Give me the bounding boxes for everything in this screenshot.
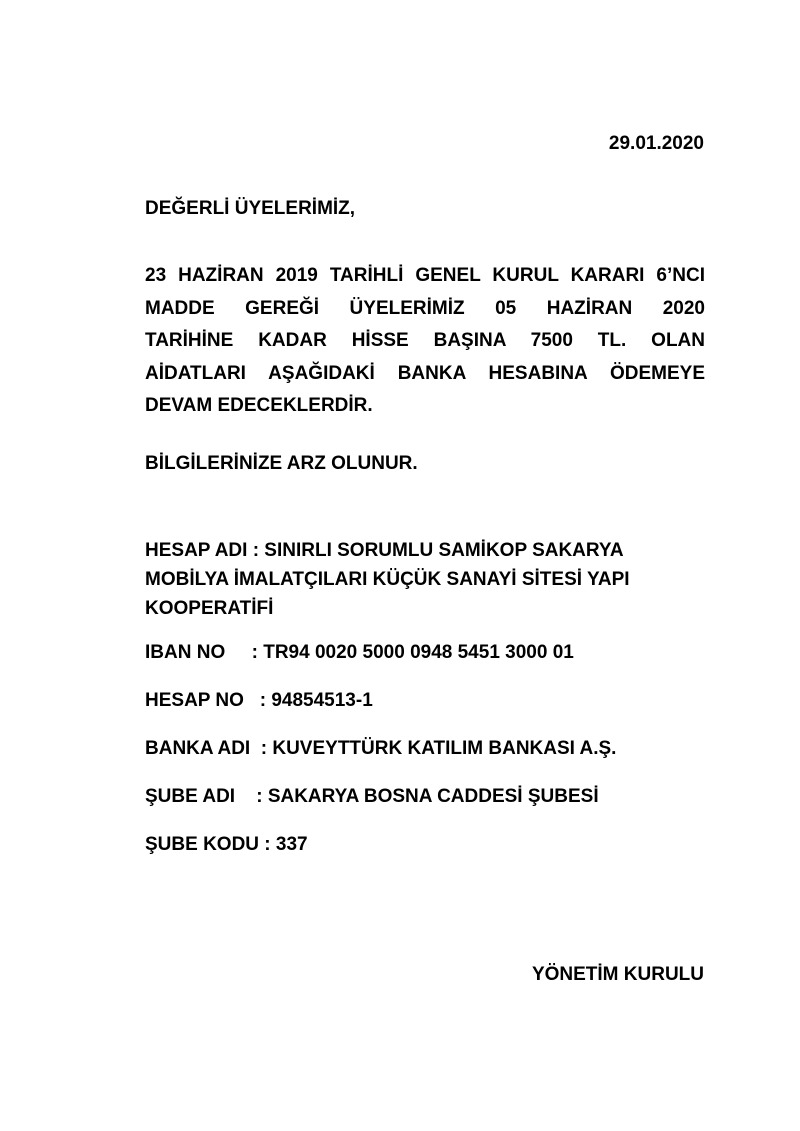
branch-name-label: ŞUBE ADI : xyxy=(145,786,268,807)
account-name-line: KOOPERATİFİ xyxy=(145,598,274,619)
paragraph-line: AİDATLARI AŞAĞIDAKİ BANKA HESABINA ÖDEMEYE xyxy=(145,362,705,384)
iban-label: IBAN NO : xyxy=(145,642,264,663)
paragraph-line: DEVAM EDECEKLERDİR. xyxy=(145,395,373,416)
signature: YÖNETİM KURULU xyxy=(531,964,704,985)
bank-name-row xyxy=(145,739,616,758)
account-name-line: MOBİLYA İMALATÇILARI KÜÇÜK SANAYİ SİTESİ YAPI xyxy=(145,569,630,590)
announcement-paragraph xyxy=(145,260,705,423)
account-number-value: 94854513-1 xyxy=(271,690,373,711)
account-name-line: HESAP ADI : SINIRLI SORUMLU SAMİKOP SAKARYA xyxy=(145,540,624,561)
branch-name-value: SAKARYA BOSNA CADDESİ ŞUBESİ xyxy=(267,786,599,807)
iban-value: TR94 0020 5000 0948 5451 3000 01 xyxy=(263,642,574,663)
paragraph-line: 23 HAZİRAN 2019 TARİHLİ GENEL KURUL KARARI 6’NCI xyxy=(145,265,705,286)
letter-date: 29.01.2020 xyxy=(608,133,704,154)
bank-name-value: KUVEYTTÜRK KATILIM BANKASI A.Ş. xyxy=(272,738,617,759)
closing-statement: BİLGİLERİNİZE ARZ OLUNUR. xyxy=(145,453,418,474)
iban-row xyxy=(145,643,574,662)
account-number-label: HESAP NO : xyxy=(145,690,272,711)
branch-name-row xyxy=(145,787,599,806)
paragraph-line: TARİHİNE KADAR HİSSE BAŞINA 7500 TL. OLAN xyxy=(145,330,705,351)
branch-code-label: ŞUBE KODU : xyxy=(145,834,276,855)
branch-code-value: 337 xyxy=(275,834,308,855)
bank-name-label: BANKA ADI : xyxy=(145,738,273,759)
account-name-block xyxy=(145,536,630,623)
salutation: DEĞERLİ ÜYELERİMİZ, xyxy=(145,198,356,219)
account-number-row xyxy=(145,691,373,710)
branch-code-row xyxy=(145,835,308,854)
paragraph-line: MADDE GEREĞİ ÜYELERİMİZ 05 HAZİRAN 2020 xyxy=(145,297,705,319)
